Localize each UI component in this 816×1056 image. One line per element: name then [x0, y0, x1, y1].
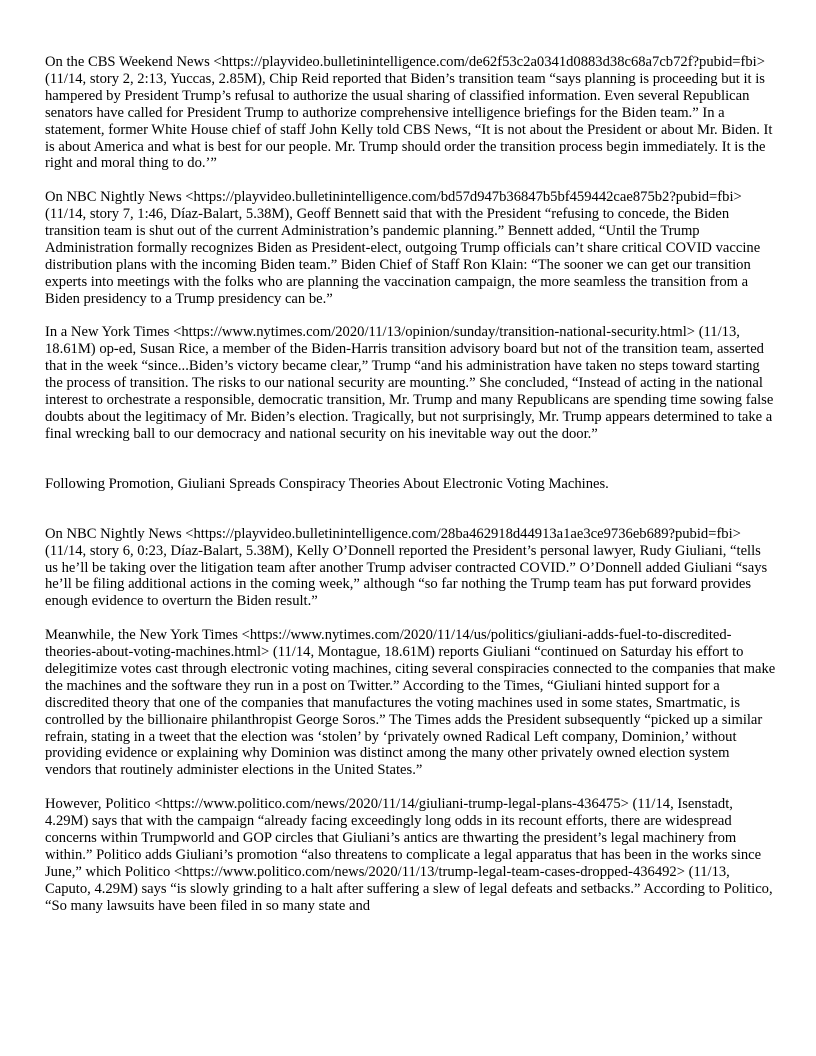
paragraph-nyt-rice-oped: In a New York Times <https://www.nytimes.com/2020/11/13/opinion/sunday/transition-national-security.html> (11/13, 18.61M) op-ed, Susan Rice, a member of the Biden-Harris transition advisory board but not of the transition team, asserted that in the week “since...Biden’s victory became clear,” Trump “and his administration have taken no steps toward starting the process of transition. The risks to our national security are mounting.” She concluded, “Instead of acting in the national interest to orchestrate a responsible, democratic transition, Mr. Trump and many Republicans are spending time sowing false doubts about the legitimacy of Mr. Biden’s election. Tragically, but not surprisingly, Mr. Trump appears determined to take a final wrecking ball to our democracy and national security on his inevitable way out the door.”: [45, 324, 774, 442]
paragraph-nbc-nightly-news-odonnell: On NBC Nightly News <https://playvideo.bulletinintelligence.com/28ba462918d44913a1ae3ce9736eb689?pubid=fbi> (11/14, story 6, 0:23, Díaz-Balart, 5.38M), Kelly O’Donnell reported the President’s personal lawyer, Rudy Giuliani, “tells us he’ll be taking over the litigation team after another Trump adviser contracted COVID.” O’Donnell added Giuliani “says he’ll be filing additional actions in the coming week,” although “so far nothing the Trump team has put forward provides enough evidence to overturn the Biden result.”: [45, 525, 768, 610]
section-heading: Following Promotion, Giuliani Spreads Conspiracy Theories About Electronic Voting Machines.: [45, 475, 609, 492]
paragraph-politico-giuliani-legal: However, Politico <https://www.politico.com/news/2020/11/14/giuliani-trump-legal-plans-436475> (11/14, Isenstadt, 4.29M) says that with the campaign “already facing exceedingly long odds in its recount efforts, there are widespread concerns within Trumpworld and GOP circles that Giuliani’s antics are thwarting the president’s legal machinery from within.” Politico adds Giuliani’s promotion “also threatens to complicate a legal apparatus that has been in the works since June,” which Politico <https://www.politico.com/news/2020/11/13/trump-legal-team-cases-dropped-436492> (11/13, Caputo, 4.29M) says “is slowly grinding to a halt after suffering a slew of legal defeats and setbacks.” According to Politico, “So many lawsuits have been filed in so many state and: [45, 796, 773, 914]
paragraph-nyt-giuliani-voting-machines: Meanwhile, the New York Times <https://www.nytimes.com/2020/11/14/us/politics/giuliani-adds-fuel-to-discredited-theories-about-voting-machines.html> (11/14, Montague, 18.61M) reports Giuliani “continued on Saturday his effort to delegitimize votes cast through electronic voting machines, citing several conspiracies connected to the companies that make the machines and the software they run in a post on Twitter.” According to the Times, “Giuliani hinted support for a discredited theory that one of the companies that manufactures the voting machines used in some states, Smartmatic, is controlled by the billionaire philanthropist George Soros.” The Times adds the President subsequently “picked up a similar refrain, stating in a tweet that the election was ‘stolen’ by ‘privately owned Radical Left company, Dominion,’ without providing evidence or explaining why Dominion was distinct among the many other privately owned election system vendors that routinely administer elections in the United States.”: [45, 627, 776, 779]
paragraph-nbc-nightly-news-bennett: On NBC Nightly News <https://playvideo.bulletinintelligence.com/bd57d947b36847b5bf459442cae875b2?pubid=fbi> (11/14, story 7, 1:46, Díaz-Balart, 5.38M), Geoff Bennett said that with the President “refusing to concede, the Biden transition team is shut out of the current Administration’s pandemic planning.” Bennett added, “Until the Trump Administration formally recognizes Biden as President-elect, outgoing Trump officials can’t share critical COVID vaccine distribution plans with the incoming Biden team.” Biden Chief of Staff Ron Klain: “The sooner we can get our transition experts into meetings with the folks who are planning the vaccination campaign, the more seamless the transition from a Biden presidency to a Trump presidency can be.”: [45, 189, 761, 307]
paragraph-cbs-weekend-news: On the CBS Weekend News <https://playvideo.bulletinintelligence.com/de62f53c2a0341d0883d38c68a7cb72f?pubid=fbi> (11/14, story 2, 2:13, Yuccas, 2.85M), Chip Reid reported that Biden’s transition team “says planning is proceeding but it is hampered by President Trump’s refusal to authorize the usual sharing of classified information. Even several Republican senators have called for President Trump to authorize comprehensive intelligence briefings for the Biden team.” In a statement, former White House chief of staff John Kelly told CBS News, “It is not about the President or about Mr. Biden. It is about America and what is best for our people. Mr. Trump should order the transition process begin immediately. It is the right and moral thing to do.’”: [45, 54, 773, 172]
document-page: [45, 54, 777, 931]
